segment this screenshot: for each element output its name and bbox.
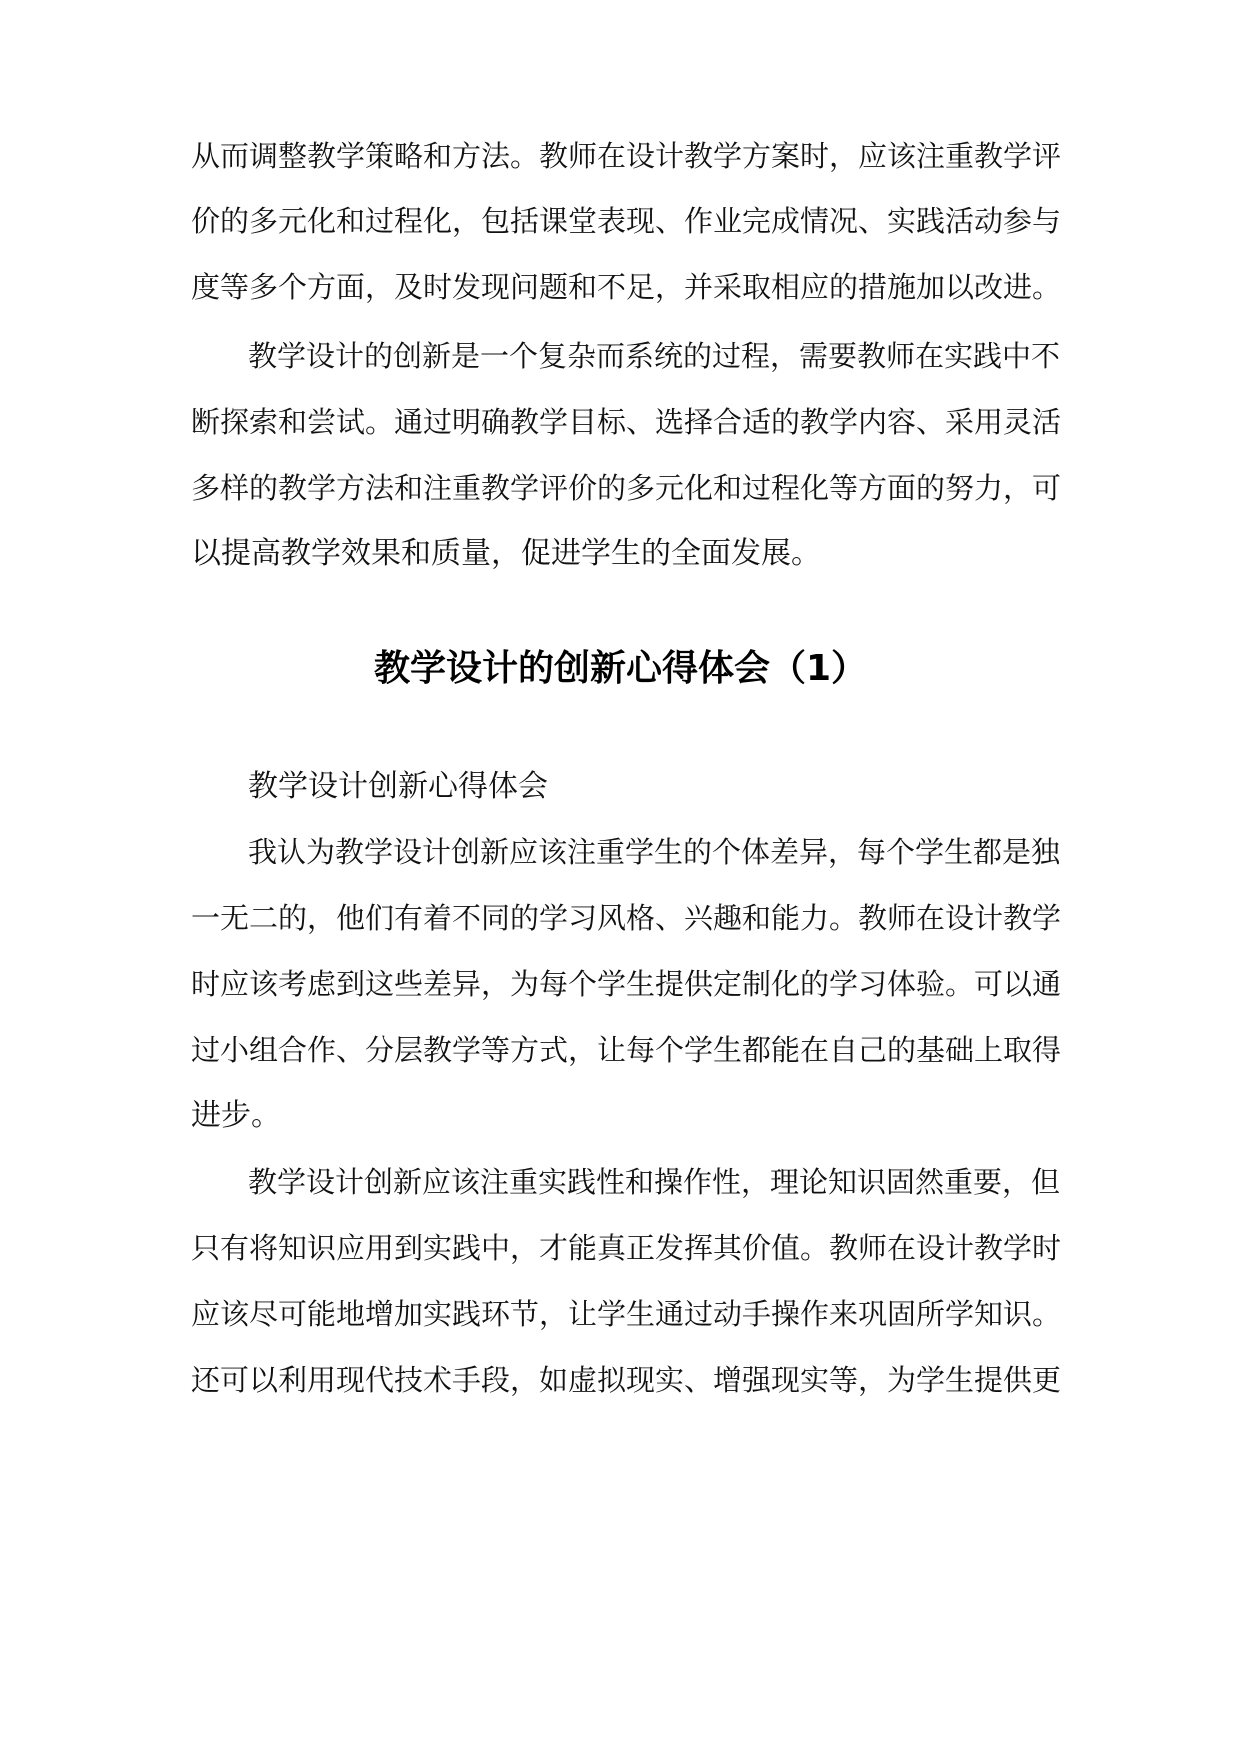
- text-line: 价的多元化和过程化，包括课堂表现、作业完成情况、实践活动参与: [191, 204, 1062, 238]
- text-line: 从而调整教学策略和方法。教师在设计教学方案时，应该注重教学评: [191, 139, 1062, 173]
- text-line: 度等多个方面，及时发现问题和不足，并采取相应的措施加以改进。: [191, 270, 1062, 304]
- text-line: 教学设计的创新是一个复杂而系统的过程，需要教师在实践中不: [248, 339, 1061, 373]
- text-line: 以提高教学效果和质量，促进学生的全面发展。: [191, 536, 821, 571]
- text-line: 还可以利用现代技术手段，如虚拟现实、增强现实等，为学生提供更: [191, 1363, 1062, 1397]
- subtitle: 教学设计创新心得体会: [248, 769, 548, 804]
- text-line: 进步。: [191, 1098, 281, 1133]
- text-line: 我认为教学设计创新应该注重学生的个体差异，每个学生都是独: [248, 835, 1061, 869]
- text-line: 一无二的，他们有着不同的学习风格、兴趣和能力。教师在设计教学: [191, 901, 1062, 935]
- text-line: 过小组合作、分层教学等方式，让每个学生都能在自己的基础上取得: [191, 1033, 1062, 1067]
- text-line: 断探索和尝试。通过明确教学目标、选择合适的教学内容、采用灵活: [191, 405, 1062, 439]
- text-line: 应该尽可能地增加实践环节，让学生通过动手操作来巩固所学知识。: [191, 1297, 1062, 1331]
- text-line: 时应该考虑到这些差异，为每个学生提供定制化的学习体验。可以通: [191, 967, 1062, 1001]
- text-line: 多样的教学方法和注重教学评价的多元化和过程化等方面的努力，可: [191, 471, 1062, 505]
- section-heading: 教学设计的创新心得体会（1）: [373, 648, 868, 689]
- text-line: 只有将知识应用到实践中，才能真正发挥其价值。教师在设计教学时: [191, 1231, 1062, 1265]
- text-line: 教学设计创新应该注重实践性和操作性，理论知识固然重要，但: [248, 1165, 1061, 1199]
